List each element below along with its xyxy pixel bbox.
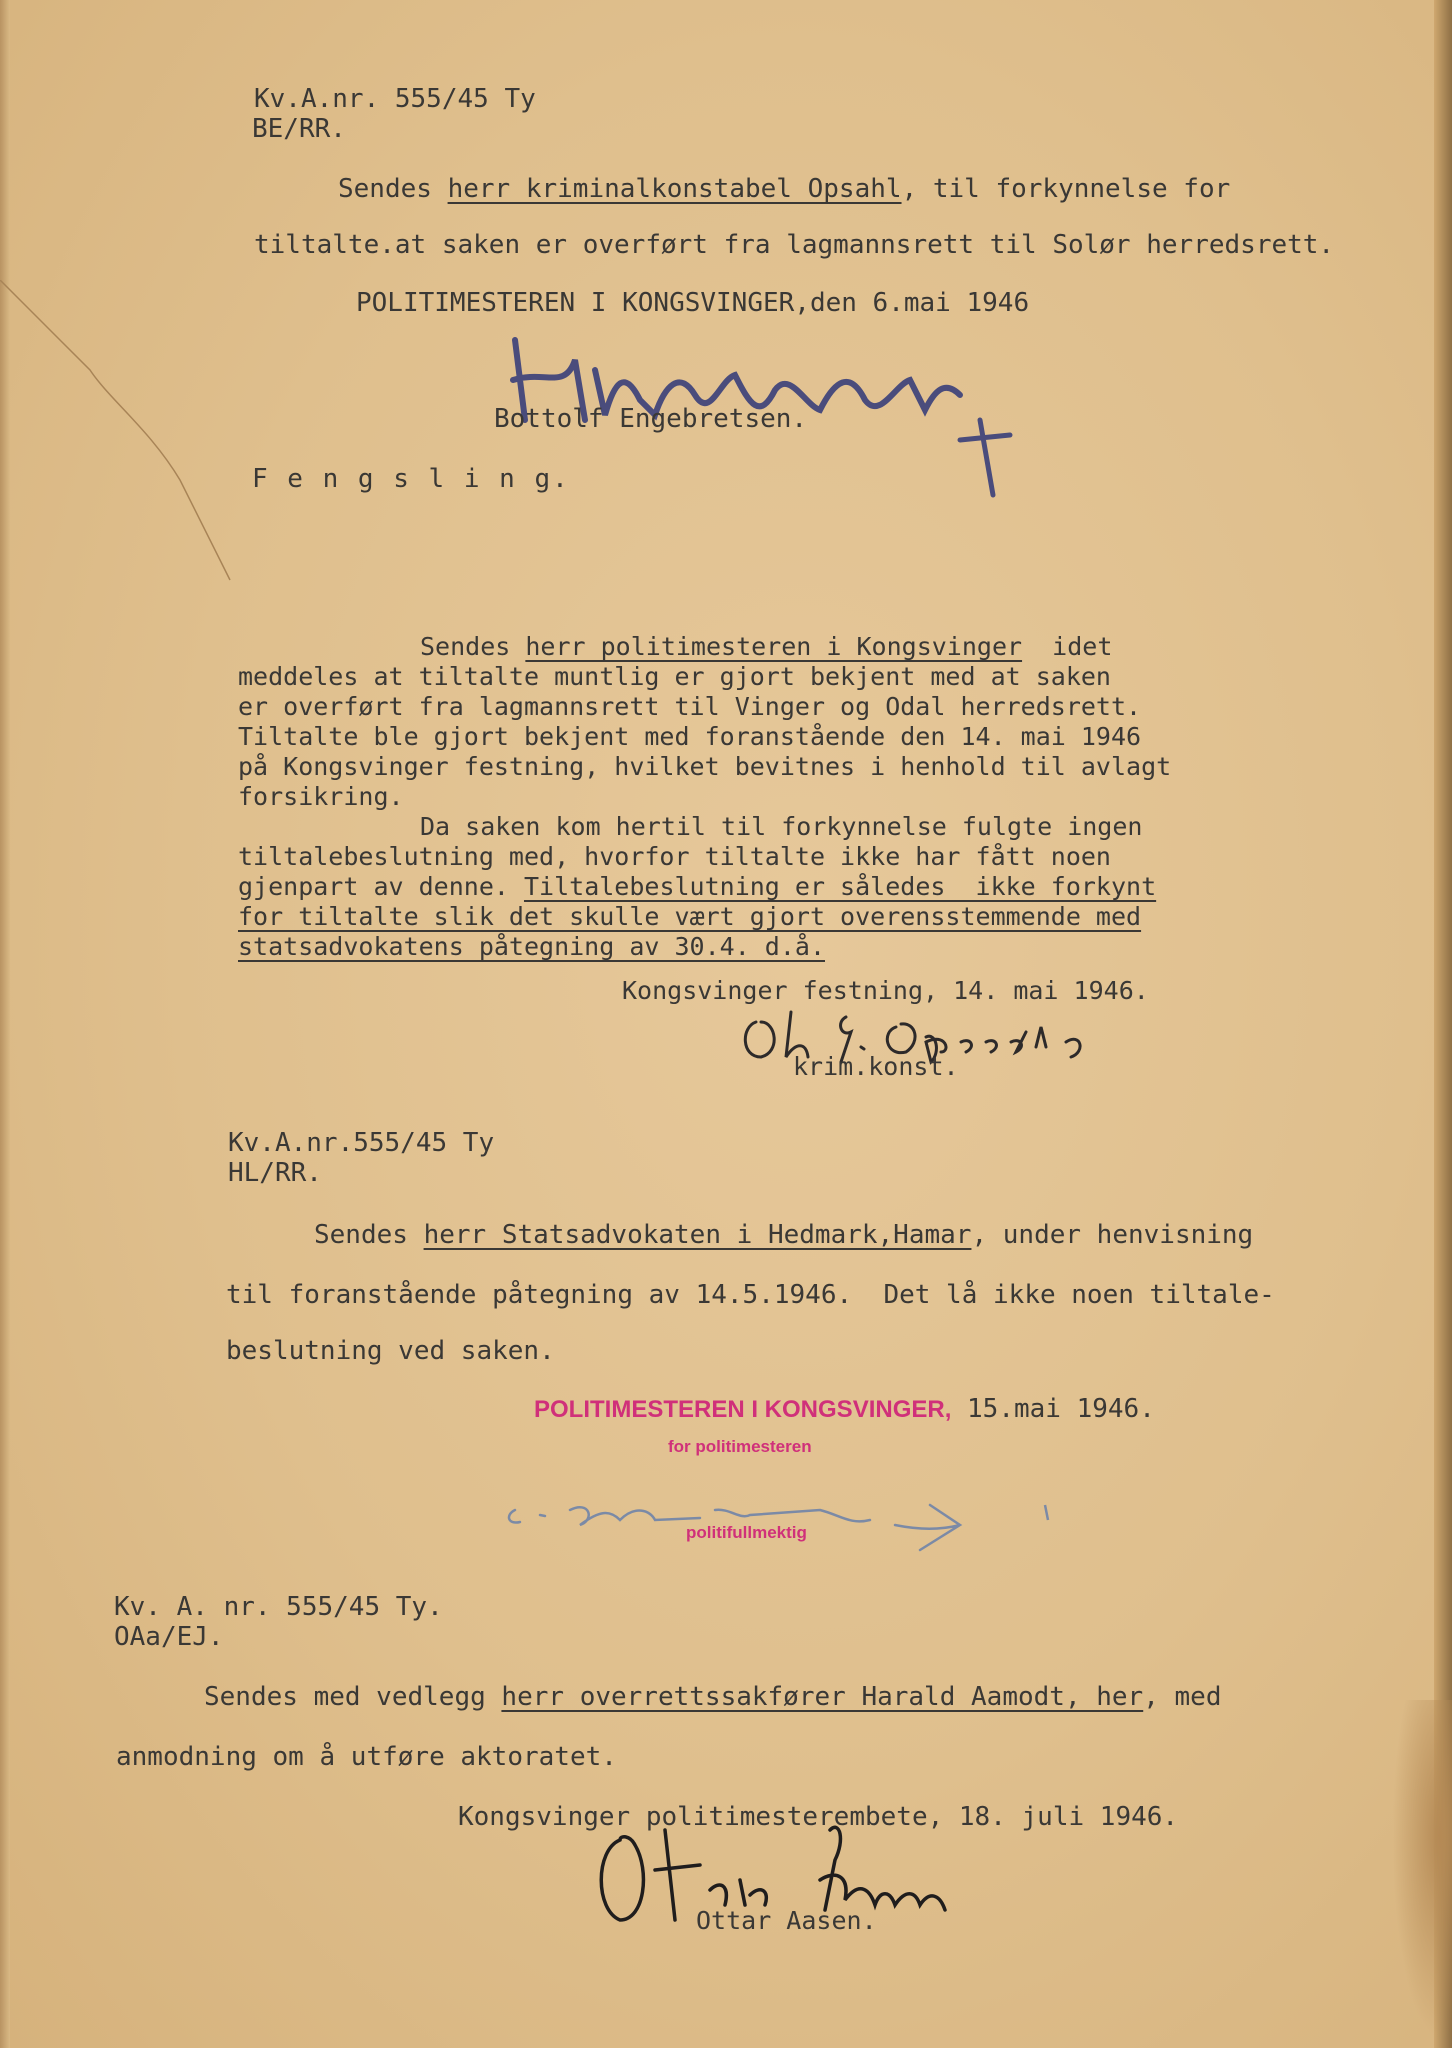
text-segment: Sendes — [338, 174, 448, 204]
initials-4: OAa/EJ. — [114, 1622, 224, 1652]
text-segment: gjenpart av denne. — [238, 872, 524, 901]
title-krim-konst: krim.konst. — [793, 1052, 959, 1081]
paragraph-2-line-4: Tiltalte ble gjort bekjent med foranstående den 14. mai 1946 — [238, 722, 1142, 751]
text-segment: idet — [1022, 632, 1113, 661]
paper-stain — [1392, 1700, 1452, 2040]
paragraph-4-line-2: anmodning om å utføre aktoratet. — [116, 1742, 617, 1772]
dateline-3 — [534, 1396, 1155, 1422]
dateline-2: Kongsvinger festning, 14. mai 1946. — [622, 976, 1149, 1005]
text-segment: , under henvisning — [971, 1220, 1254, 1250]
signature-politifullmektig — [500, 1480, 1080, 1560]
paragraph-2-line-3: er overført fra lagmannsrett til Vinger og Odal herredsrett. — [238, 692, 1142, 721]
addressee-underlined: herr kriminalkonstabel Opsahl — [447, 174, 902, 204]
paragraph-1-line-2: tiltalte.at saken er overført fra lagmannsrett til Solør herredsrett. — [254, 230, 1335, 260]
text-underlined: Tiltalebeslutning er således ikke forkynt — [523, 872, 1157, 901]
paragraph-3-line-3: beslutning ved saken. — [226, 1336, 555, 1366]
paragraph-3-line-1 — [314, 1222, 1253, 1248]
paragraph-2-line-2: meddeles at tiltalte muntlig er gjort bekjent med at saken — [238, 662, 1111, 691]
addressee-underlined: herr politimesteren i Kongsvinger — [525, 632, 1023, 661]
paragraph-2-line-10: for tiltalte slik det skulle vært gjort overensstemmende med — [238, 902, 1142, 931]
addressee-underlined: herr Statsadvokaten i Hedmark,Hamar — [423, 1220, 972, 1250]
reference-number-1: Kv.A.nr. 555/45 Ty — [254, 84, 536, 114]
paragraph-2-line-5: på Kongsvinger festning, hvilket bevitnes i henhold til avlagt — [238, 752, 1172, 781]
paragraph-2-line-8: tiltalebeslutning med, hvorfor tiltalte ikke har fått noen — [238, 842, 1111, 871]
signer-name-4: Ottar Aasen. — [696, 1906, 877, 1935]
paragraph-2-line-1 — [420, 634, 1112, 659]
heading-fengsling: F e n g s l i n g. — [252, 464, 570, 494]
date-typed: 15.mai 1946. — [951, 1394, 1155, 1424]
text-segment: Sendes — [420, 632, 526, 661]
paragraph-2-line-11: statsadvokatens påtegning av 30.4. d.å. — [238, 932, 825, 961]
paper-crease — [0, 280, 240, 600]
text-segment: Sendes med vedlegg — [204, 1682, 502, 1712]
paragraph-3-line-2: til foranstående påtegning av 14.5.1946. Det lå ikke noen tiltale- — [226, 1280, 1275, 1310]
initials-1: BE/RR. — [252, 114, 346, 144]
initials-3: HL/RR. — [228, 1158, 322, 1188]
stamp-for-politimesteren: for politimesteren — [668, 1437, 812, 1456]
stamp-politifullmektig: politifullmektig — [686, 1523, 807, 1542]
stamp-office: POLITIMESTEREN I KONGSVINGER, — [534, 1396, 952, 1423]
paragraph-2-line-7: Da saken kom hertil til forkynnelse fulgte ingen — [420, 812, 1143, 841]
paragraph-2-line-6: forsikring. — [238, 782, 404, 811]
paragraph-4-line-1 — [204, 1684, 1222, 1710]
dateline-1: POLITIMESTEREN I KONGSVINGER,den 6.mai 1946 — [356, 288, 1030, 318]
signer-name-1: Bottolf Engebretsen. — [494, 404, 808, 434]
reference-number-3: Kv.A.nr.555/45 Ty — [228, 1128, 495, 1158]
addressee-underlined: herr overrettssakfører Harald Aamodt, her — [501, 1682, 1144, 1712]
text-segment: , med — [1143, 1682, 1222, 1712]
text-segment: Sendes — [314, 1220, 424, 1250]
paragraph-1-line-1 — [338, 176, 1230, 202]
text-segment: , til forkynnelse for — [901, 174, 1231, 204]
paragraph-2-line-9 — [238, 874, 1156, 899]
dateline-4: Kongsvinger politimesterembete, 18. juli 1946. — [458, 1802, 1179, 1832]
reference-number-4: Kv. A. nr. 555/45 Ty. — [114, 1592, 443, 1622]
